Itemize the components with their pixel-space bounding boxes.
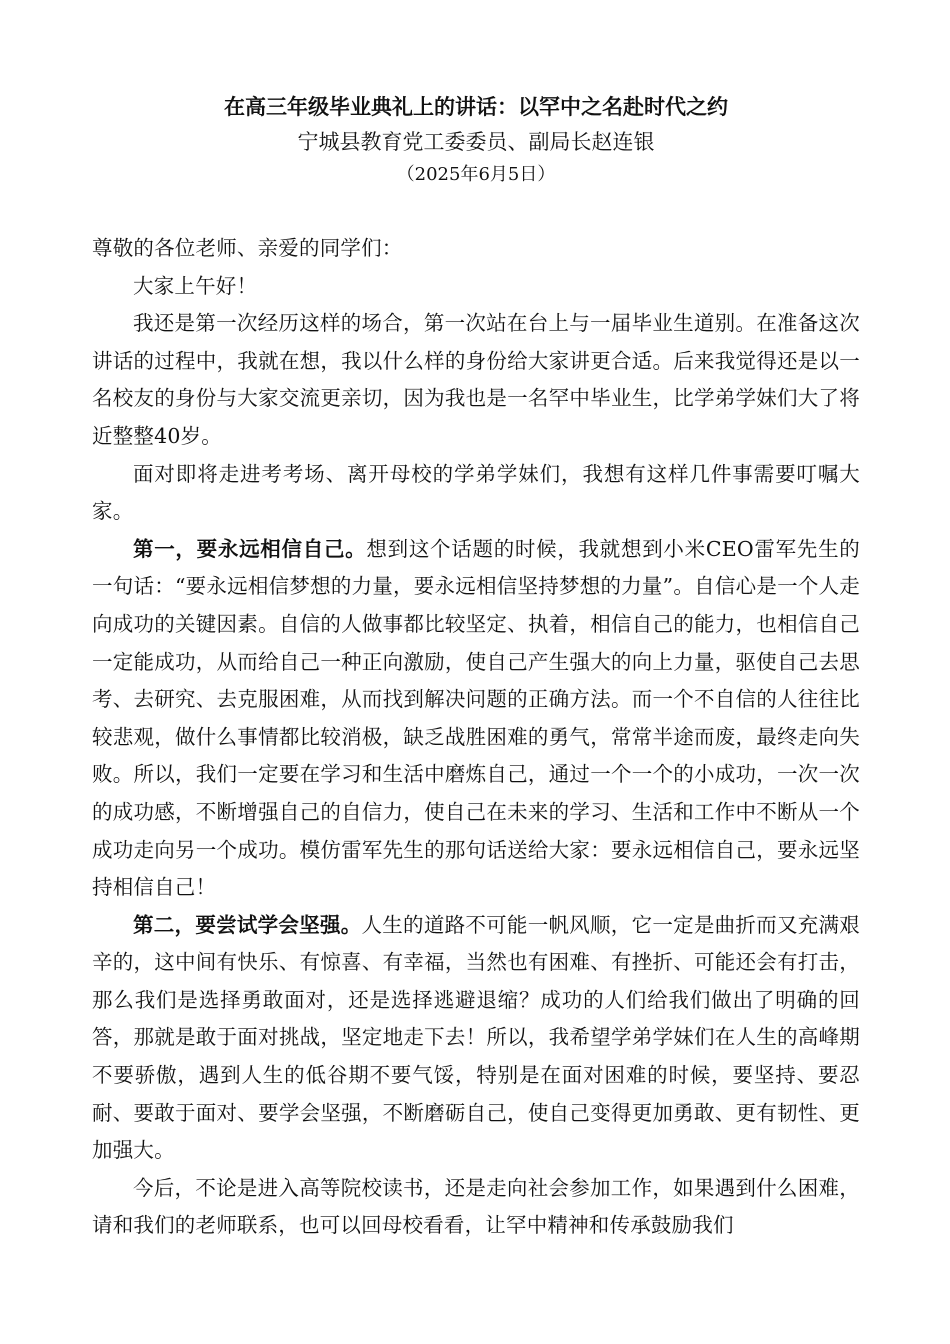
document-page	[92, 92, 860, 1245]
point-two-text: 人生的道路不可能一帆风顺，它一定是曲折而又充满艰辛的，这中间有快乐、有惊喜、有幸福，当然也有困难、有挫折、可能还会有打击，那么我们是选择勇敢面对，还是选择逃避退缩？成功的人们给我们做出了明确的回答，那就是敢于面对挑战，坚定地走下去！所以，我希望学弟学妹们在人生的高峰期不要骄傲，遇到人生的低谷期不要气馁，特别是在面对困难的时候，要坚持、要忍耐、要敢于面对、要学会坚强，不断磨砺自己，使自己变得更加勇敢、更有韧性、更加强大。	[92, 912, 860, 1163]
speaker-line: 宁城县教育党工委委员、副局长赵连银	[297, 130, 655, 154]
paragraph-point-one	[92, 531, 860, 907]
salutation: 尊敬的各位老师、亲爱的同学们：	[92, 236, 403, 260]
speech-body	[92, 230, 860, 1245]
greeting: 大家上午好！	[133, 273, 258, 298]
speech-date: （2025年6月5日）	[396, 164, 556, 185]
paragraph-point-two	[92, 907, 860, 1170]
paragraph-transition: 面对即将走进考考场、离开母校的学弟学妹们，我想有这样几件事需要叮嘱大家。	[92, 461, 860, 524]
point-one-heading: 第一，要永远相信自己。	[133, 536, 367, 561]
paragraph-closing: 今后，不论是进入高等院校读书，还是走向社会参加工作，如果遇到什么困难，请和我们的老师联系，也可以回母校看看，让罕中精神和传承鼓励我们	[92, 1175, 860, 1238]
point-one-text: 想到这个话题的时候，我就想到小米CEO雷军先生的一句话：“要永远相信梦想的力量，要永远相信坚持梦想的力量”。自信心是一个人走向成功的关键因素。自信的人做事都比较坚定、执着，相信自己的能力，也相信自己一定能成功，从而给自己一种正向激励，使自己产生强大的向上力量，驱使自己去思考、去研究、去克服困难，从而找到解决问题的正确方法。而一个不自信的人往往比较悲观，做什么事情都比较消极，缺乏战胜困难的勇气，常常半途而废，最终走向失败。所以，我们一定要在学习和生活中磨炼自己，通过一个一个的小成功，一次一次的成功感，不断增强自己的自信力，使自己在未来的学习、生活和工作中不断从一个成功走向另一个成功。模仿雷军先生的那句话送给大家：要永远相信自己，要永远坚持相信自己！	[92, 536, 860, 900]
document-title: 在高三年级毕业典礼上的讲话：以罕中之名赴时代之约	[224, 94, 728, 119]
paragraph-intro: 我还是第一次经历这样的场合，第一次站在台上与一届毕业生道别。在准备这次讲话的过程中，我就在想，我以什么样的身份给大家讲更合适。后来我觉得还是以一名校友的身份与大家交流更亲切，因为我也是一名罕中毕业生，比学弟学妹们大了将近整整40岁。	[92, 311, 860, 448]
point-two-heading: 第二，要尝试学会坚强。	[133, 912, 362, 937]
